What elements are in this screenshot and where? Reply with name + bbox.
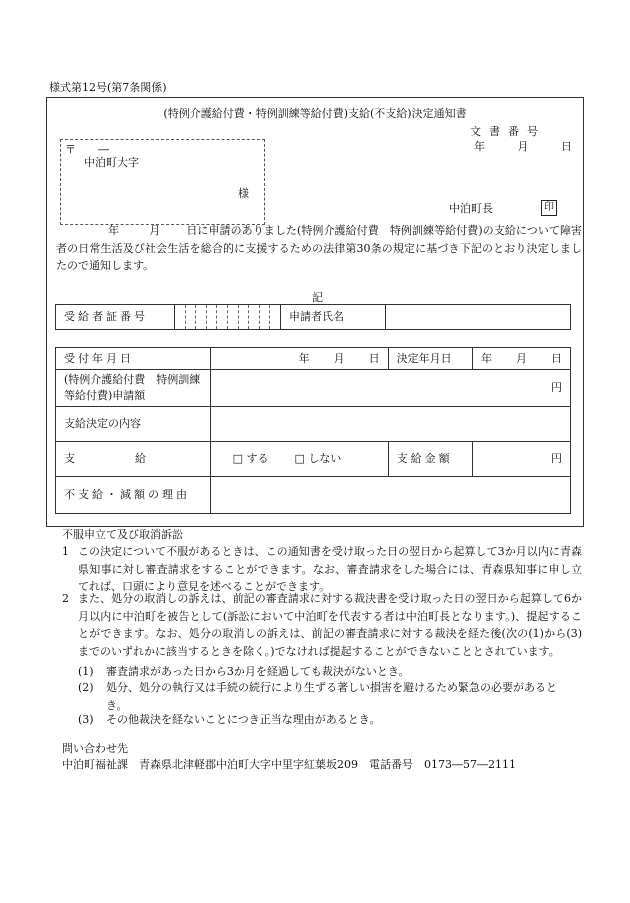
paragraph-number: 1 — [62, 545, 69, 558]
decision-content-field[interactable] — [210, 407, 570, 442]
payment-options — [210, 442, 388, 477]
payment-no-checkbox[interactable]: □ しない — [294, 452, 342, 466]
applicant-table — [55, 304, 571, 330]
document-title: (特例介護給付費・特例訓練等給付費)支給(不支給)決定通知書 — [163, 107, 467, 120]
received-date-label: 受付年月日 — [56, 348, 211, 370]
intro-month: 月 — [149, 224, 161, 237]
cert-number-label: 受給者証番号 — [56, 305, 175, 330]
document-number-label: 文書番号 — [470, 125, 546, 138]
contact-details: 中泊町福祉課 青森県北津軽郡中泊町大字中里字紅葉坂209 電話番号 0173―57―2111 — [62, 758, 516, 771]
item-number: (1) — [78, 665, 94, 678]
received-year: 年 — [298, 351, 310, 365]
requested-amount-yen: 円 — [551, 381, 562, 395]
item-number: (2) — [78, 681, 94, 694]
item-text: 処分、処分の執行又は手続の続行により生ずる著しい損害を避けるため緊急の必要があるとき。 — [106, 681, 557, 712]
exception-item-2 — [78, 679, 578, 714]
reason-field[interactable] — [210, 477, 570, 514]
cert-digit-cell[interactable] — [196, 305, 207, 330]
paragraph-text: この決定について不服があるときは、この通知書を受け取った日の翌日から起算して3か月以内に青森県知事に対し審査請求をすることができます。なお、審査請求をした場合には、青森県知事に申し立てれば、口頭により意見を述べることができます。 — [78, 545, 582, 594]
item-text: 審査請求があった日から3か月を経過しても裁決がないとき。 — [106, 665, 410, 678]
appeal-paragraph-1 — [62, 543, 582, 596]
payment-yes-checkbox[interactable]: □ する — [232, 452, 269, 466]
payment-amount-field[interactable] — [473, 442, 571, 477]
payment-label-1: 支 — [64, 452, 75, 466]
item-text: その他裁決を経ないことにつき正当な理由があるとき。 — [106, 713, 381, 726]
decision-content-label: 支給決定の内容 — [56, 407, 211, 442]
exception-item-3 — [78, 711, 578, 729]
intro-text: 日に申請のありました(特例介護給付費 特例訓練等給付費)の支給について障害者の日常生活及び社会生活を総合的に支援するための法律第30条の規定に基づき下記のとおり決定しましたので通知します。 — [56, 224, 583, 273]
date-month-label: 月 — [517, 140, 529, 153]
cert-digit-cell[interactable] — [259, 305, 270, 330]
cert-digit-cell[interactable] — [249, 305, 260, 330]
form-number: 様式第12号(第7条関係) — [49, 81, 167, 94]
contact-heading: 問い合わせ先 — [62, 742, 128, 755]
decision-year: 年 — [481, 351, 492, 365]
decision-date-field[interactable] — [473, 348, 571, 370]
decision-table — [55, 347, 571, 514]
document-date — [474, 139, 572, 155]
paragraph-text: また、処分の取消しの訴えは、前記の審査請求に対する裁決書を受け取った日の翌日から起算して6か月以内に中泊町を被告として(訴訟において中泊町を代表する者は中泊町長となります。)、提起することができます。なお、処分の取消しの訴えは、前記の審査請求に対する裁決を経た後(次の(1)から(3)までのいずれかに該当するときを除く。)でなければ提起することができないこととされています。 — [78, 592, 582, 658]
intro-paragraph — [56, 222, 582, 275]
applicant-name-field[interactable] — [385, 305, 570, 330]
requested-amount-field[interactable] — [210, 370, 570, 407]
requested-amount-label: (特例介護給付費 特例訓練等給付費)申請額 — [56, 370, 211, 407]
cert-digit-cell[interactable] — [227, 305, 238, 330]
cert-digit-cell[interactable] — [217, 305, 228, 330]
payment-label — [56, 442, 211, 477]
issuer-label: 中泊町長 — [449, 202, 493, 215]
cert-digit-cell[interactable] — [238, 305, 249, 330]
decision-day: 日 — [551, 351, 562, 365]
received-day: 日 — [368, 351, 380, 365]
exception-item-1 — [78, 663, 578, 681]
payment-amount-yen: 円 — [551, 452, 562, 466]
payment-label-2: 給 — [135, 452, 146, 466]
decision-month: 月 — [516, 351, 527, 365]
cert-digit-cell[interactable] — [185, 305, 196, 330]
received-month: 月 — [333, 351, 345, 365]
ki-heading: 記 — [312, 291, 323, 304]
received-date-field[interactable] — [210, 348, 388, 370]
address-line: 中泊町大字 — [84, 156, 139, 169]
date-year-label: 年 — [474, 140, 485, 153]
postal-code-line: 〒 ― — [65, 143, 109, 156]
item-number: (3) — [78, 713, 94, 726]
cert-digit-cell[interactable] — [175, 305, 186, 330]
date-day-label: 日 — [561, 140, 572, 153]
intro-year: 年 — [108, 224, 120, 237]
paragraph-number: 2 — [62, 592, 69, 605]
payment-amount-label: 支給金額 — [388, 442, 472, 477]
seal-mark: 印 — [541, 200, 557, 216]
decision-date-label: 決定年月日 — [388, 348, 472, 370]
reason-label: 不支給・減額の理由 — [56, 477, 211, 514]
recipient-honorific: 様 — [238, 187, 249, 200]
applicant-name-label: 申請者氏名 — [280, 305, 385, 330]
appeal-paragraph-2 — [62, 590, 582, 660]
appeal-heading: 不服申立て及び取消訴訟 — [62, 528, 183, 541]
cert-digit-cell[interactable] — [270, 305, 281, 330]
cert-digit-cell[interactable] — [206, 305, 217, 330]
